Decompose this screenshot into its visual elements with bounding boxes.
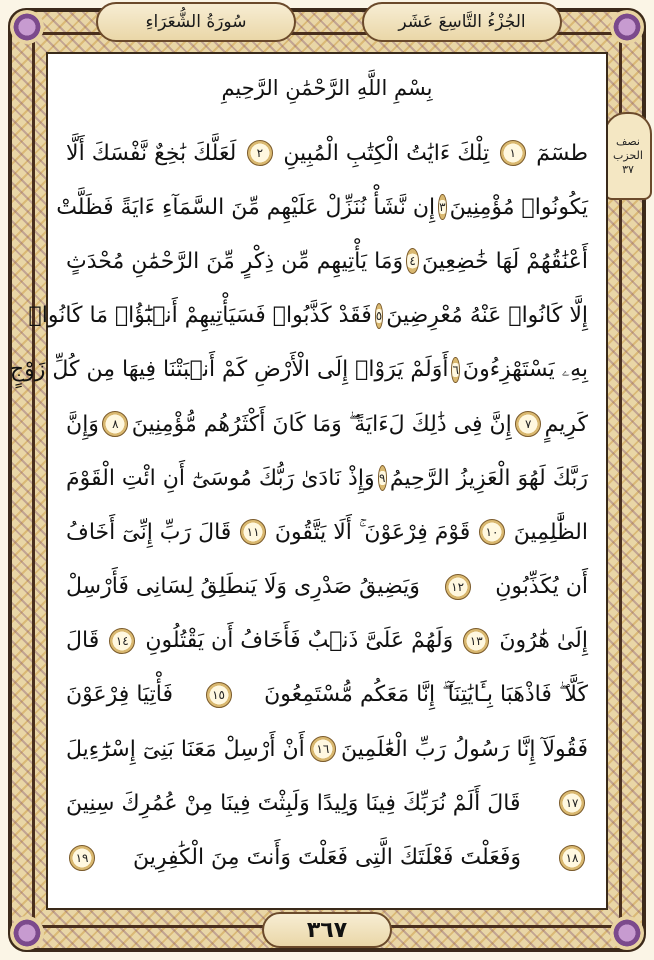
ayah-number-marker: ١٦ (310, 736, 336, 762)
corner-flower-icon (610, 916, 644, 950)
quran-page (9, 52, 608, 910)
verse-text: إِلَّا كَانُوا۟ عَنْهُ مُعْرِضِينَ (386, 303, 588, 329)
verse-text: كَرِيمٍ (544, 411, 588, 437)
verse-line (66, 614, 588, 668)
verse-text: وَإِذْ نَادَىٰ رَبُّكَ مُوسَىٰٓ أَنِ ائْتِ الْقَوْمَ (66, 465, 375, 491)
hizb-label-1: نصف (616, 135, 640, 149)
verse-line (66, 776, 588, 830)
verse-text: الظَّٰلِمِينَ (513, 519, 588, 545)
ayah-number-marker: ٣ (438, 194, 446, 220)
verse-text: إِلَىٰ هَٰرُونَ (499, 628, 588, 654)
ayah-number-marker: ١٣ (463, 628, 489, 654)
verse-text: وَلَهُمْ عَلَىَّ ذَنۢبٌ فَأَخَافُ أَن يَقْتُلُونِ (145, 628, 454, 654)
verse-text: قَالَ رَبِّ إِنِّىٓ أَخَافُ (66, 519, 232, 545)
hizb-number: ٣٧ (622, 162, 634, 176)
verse-text: وَفَعَلْتَ فَعْلَتَكَ الَّتِى فَعَلْتَ وَأَنتَ مِنَ الْكَٰفِرِينَ (132, 845, 522, 871)
verse-text: أَنْ أَرْسِلْ مَعَنَا بَنِىٓ إِسْرَٰٓءِيلَ (66, 736, 305, 762)
verse-text: وَيَضِيقُ صَدْرِى وَلَا يَنطَلِقُ لِسَانِى فَأَرْسِلْ (66, 574, 420, 600)
verse-text: وَإِنَّ (66, 411, 99, 437)
ayah-number-marker: ٥ (375, 303, 383, 329)
verse-text: فَأْتِيَا فِرْعَوْنَ (66, 682, 173, 708)
verse-text: فَقُولَآ إِنَّا رَسُولُ رَبِّ الْعَٰلَمِينَ (340, 736, 588, 762)
ayah-number-marker: ١٤ (109, 628, 135, 654)
verse-text: كَلَّا ۖ فَاذْهَبَا بِـَٔايَٰتِنَآ ۖ إِنَّا مَعَكُم مُّسْتَمِعُونَ (264, 682, 588, 708)
verse-lines (9, 126, 588, 885)
verse-text: قَالَ أَلَمْ نُرَبِّكَ فِينَا وَلِيدًا وَلَبِثْتَ فِينَا مِنْ عُمُرِكَ سِنِينَ (66, 790, 521, 816)
verse-line (56, 180, 588, 234)
ayah-number-marker: ١ (500, 140, 526, 166)
juz-header: الجُزْءُ التَّاسِعَ عَشَر (362, 2, 562, 42)
basmala: بِسْمِ اللَّهِ الرَّحْمَٰنِ الرَّحِيمِ (221, 76, 433, 100)
verse-line (9, 343, 588, 397)
verse-text: أَن يُكَذِّبُونِ (495, 574, 588, 600)
verse-text: طسٓمٓ (536, 140, 588, 166)
ayah-number-marker: ١٢ (445, 574, 471, 600)
ayah-number-marker: ١١ (240, 519, 266, 545)
verse-line (66, 560, 588, 614)
ayah-number-marker: ١٧ (559, 790, 585, 816)
verse-line (66, 126, 588, 180)
verse-line (66, 451, 588, 505)
page-number: ٣٦٧ (262, 912, 392, 948)
verse-line (28, 289, 588, 343)
verse-text: إِنَّ فِى ذَٰلِكَ لَءَايَةً ۖ وَمَا كَانَ أَكْثَرُهُم مُّؤْمِنِينَ (131, 411, 512, 437)
hizb-label-2: الحزب (613, 149, 643, 163)
verse-line (66, 234, 588, 288)
ayah-number-marker: ١٥ (206, 682, 232, 708)
ayah-number-marker: ٤ (406, 248, 419, 274)
corner-flower-icon (610, 10, 644, 44)
ayah-number-marker: ١٩ (69, 845, 95, 871)
verse-text: قَالَ (66, 628, 100, 654)
verse-text: قَوْمَ فِرْعَوْنَ ۚ أَلَا يَتَّقُونَ (274, 519, 471, 545)
verse-text: أَعْنَٰقُهُمْ لَهَا خَٰضِعِينَ (422, 248, 588, 274)
verse-text: وَمَا يَأْتِيهِم مِّن ذِكْرٍ مِّنَ الرَّحْمَٰنِ مُحْدَثٍ (66, 248, 404, 274)
ayah-number-marker: ٩ (378, 465, 387, 491)
verse-text: فَقَدْ كَذَّبُوا۟ فَسَيَأْتِيهِمْ أَنۢبَٰٓؤُا۟ مَا كَانُوا۟ (28, 303, 372, 329)
verse-line (66, 722, 588, 776)
ayah-number-marker: ٢ (247, 140, 273, 166)
verse-text: بِهِۦ يَسْتَهْزِءُونَ (462, 357, 588, 383)
corner-flower-icon (10, 916, 44, 950)
verse-line (66, 397, 588, 451)
ayah-number-marker: ١٨ (559, 845, 585, 871)
ayah-number-marker: ٦ (451, 357, 459, 383)
verse-text: إِن نَّشَأْ نُنَزِّلْ عَلَيْهِم مِّنَ السَّمَآءِ ءَايَةً فَظَلَّتْ (56, 194, 436, 220)
surah-header: سُورَةُ الشُّعَرَاءِ (96, 2, 296, 42)
verse-line (66, 830, 588, 884)
ayah-number-marker: ٧ (515, 411, 541, 437)
verse-text: أَوَلَمْ يَرَوْا۟ إِلَى الْأَرْضِ كَمْ أَنۢبَتْنَا فِيهَا مِن كُلِّ زَوْجٍ (9, 357, 449, 383)
verse-line (66, 668, 588, 722)
verse-line (66, 505, 588, 559)
verse-text: يَكُونُوا۟ مُؤْمِنِينَ (449, 194, 588, 220)
ayah-number-marker: ٨ (102, 411, 128, 437)
ayah-number-marker: ١٠ (479, 519, 505, 545)
hizb-margin-marker (604, 112, 652, 200)
verse-text: تِلْكَ ءَايَٰتُ الْكِتَٰبِ الْمُبِينِ (283, 140, 490, 166)
verse-text: رَبَّكَ لَهُوَ الْعَزِيزُ الرَّحِيمُ (389, 465, 588, 491)
verse-text: لَعَلَّكَ بَٰخِعٌ نَّفْسَكَ أَلَّا (66, 140, 237, 166)
corner-flower-icon (10, 10, 44, 44)
